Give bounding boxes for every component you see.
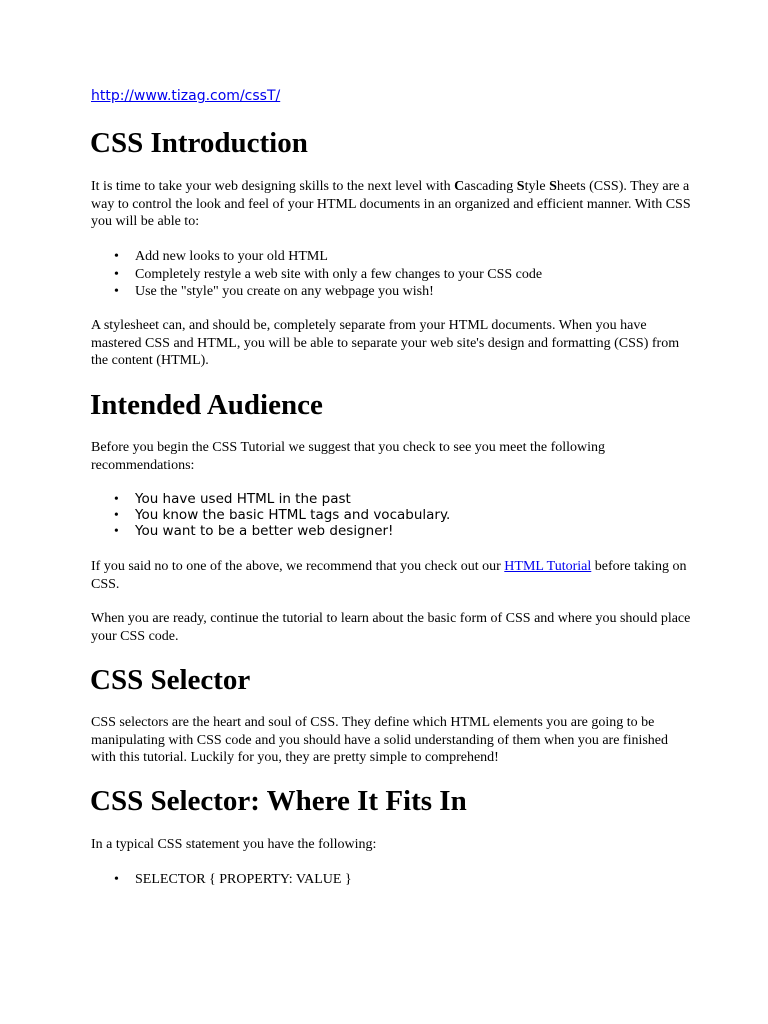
bullet-icon: • (114, 249, 119, 264)
audience-intro-paragraph: Before you begin the CSS Tutorial we suggest that you check to see you meet the following recommendations: (91, 440, 606, 473)
selector-paragraph: CSS selectors are the heart and soul of CSS. They define which HTML elements you are going to be manipulating with CSS code and you should have a solid understanding of them when you are finished with this tutorial. Luckily for you, they are pretty simple to comprehend! (91, 715, 669, 765)
list-item-text: Use the "style" you create on any webpage you wish! (135, 284, 434, 299)
typical-statement-paragraph: In a typical CSS statement you have the following: (91, 837, 377, 852)
list-item-text: You want to be a better web designer! (135, 523, 394, 539)
list-item-text: You have used HTML in the past (135, 491, 351, 507)
list-item-text: Completely restyle a web site with only a few changes to your CSS code (135, 266, 543, 282)
bullet-icon: • (114, 266, 119, 282)
list-item (114, 266, 542, 284)
intro-lead-text: It is time to take your web designing skills to the next level with (91, 179, 455, 194)
list-item (114, 491, 450, 507)
intro-word-ascading: ascading (464, 179, 517, 194)
bullet-icon: • (114, 523, 119, 538)
list-item (114, 523, 450, 539)
stylesheet-paragraph: A stylesheet can, and should be, completely separate from your HTML documents. When you have mastered CSS and HTML, you will be able to separate your web site's design and formatting (CSS) from the content (HTML). (91, 318, 680, 368)
list-item (114, 871, 352, 889)
intro-rest-text: heets (CSS). They are a way to control the look and feel of your HTML documents in an organized and efficient manner. With CSS you will be able to: (91, 179, 691, 229)
paragraph-text-before: If you said no to one of the above, we recommend that you check out our (91, 559, 505, 574)
heading-css-selector: CSS Selector (90, 664, 251, 696)
list-item-text: You know the basic HTML tags and vocabulary. (135, 507, 451, 523)
html-tutorial-link[interactable]: HTML Tutorial (504, 559, 592, 574)
heading-intended-audience: Intended Audience (90, 389, 323, 421)
recommendations-list (114, 491, 450, 539)
bullet-icon: • (114, 284, 119, 299)
bullet-icon: • (114, 507, 119, 522)
bullet-icon: • (114, 872, 119, 887)
syntax-list (114, 871, 352, 889)
intro-letter-c: C (454, 179, 465, 194)
list-item (114, 283, 542, 301)
html-tutorial-paragraph (91, 558, 691, 593)
source-url-link[interactable]: http://www.tizag.com/cssT/ (91, 88, 281, 104)
heading-css-selector-where-it-fits: CSS Selector: Where It Fits In (90, 785, 467, 817)
intro-word-tyle: tyle (524, 179, 550, 194)
list-item-text: Add new looks to your old HTML (135, 249, 328, 264)
bullet-icon: • (114, 491, 119, 506)
intro-letter-s1: S (516, 179, 525, 194)
intro-paragraph (91, 178, 691, 231)
list-item-text: SELECTOR { PROPERTY: VALUE } (135, 872, 352, 887)
list-item (114, 507, 450, 523)
continue-paragraph: When you are ready, continue the tutorial to learn about the basic form of CSS and where you should place your CSS code. (91, 611, 691, 644)
paragraph-text-after: before taking on CSS. (91, 559, 687, 592)
intro-letter-s2: S (549, 179, 557, 194)
list-item (114, 248, 542, 266)
heading-css-introduction: CSS Introduction (90, 127, 308, 159)
css-benefits-list (114, 248, 542, 301)
